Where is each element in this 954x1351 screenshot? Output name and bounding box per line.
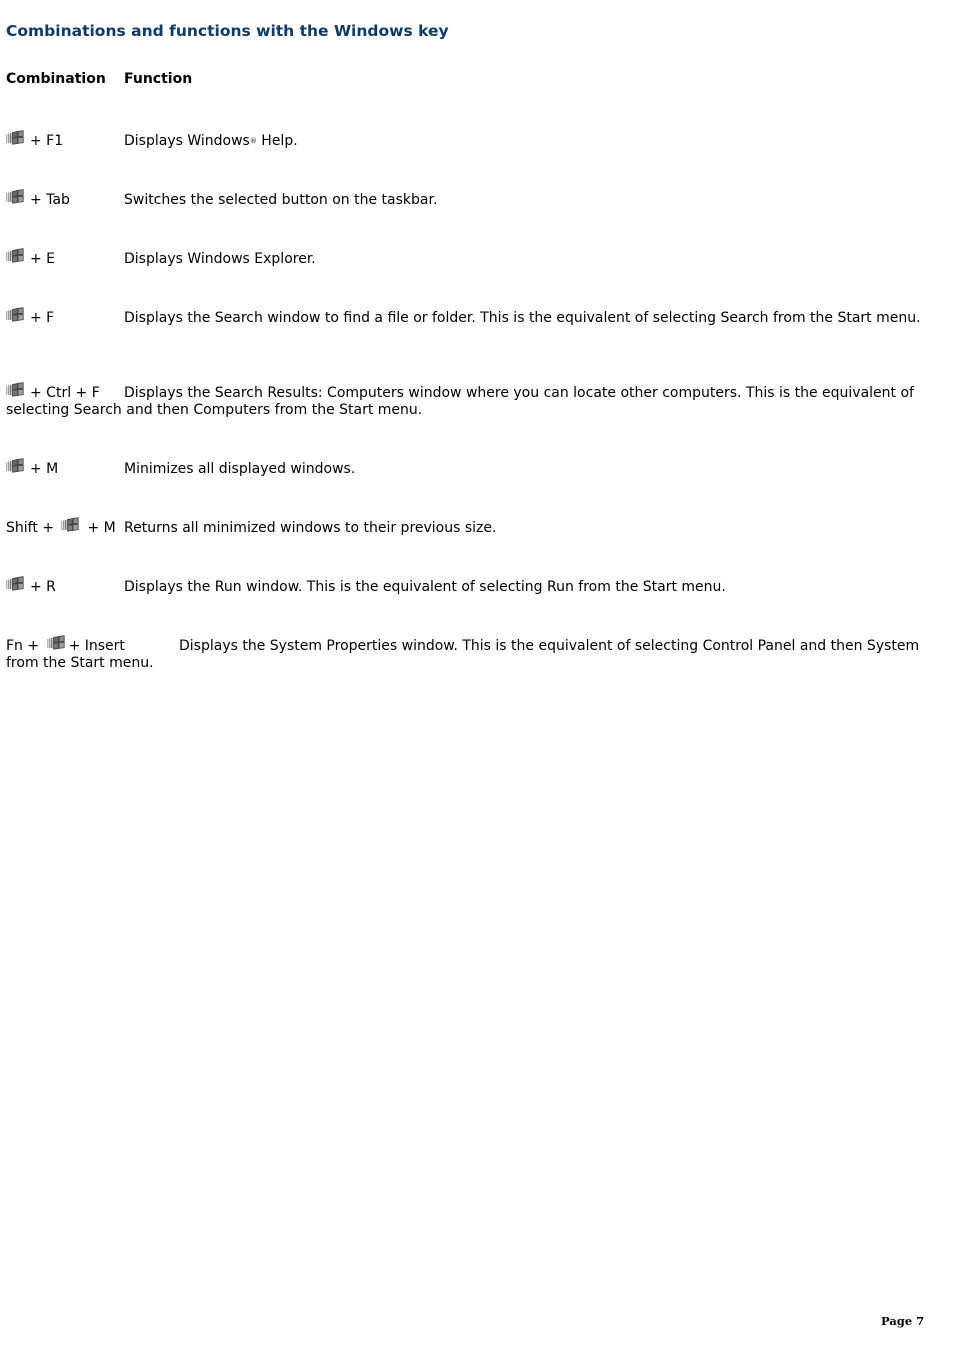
function-cell: Displays the Search Results: Computers window where you can locate other computers. This is the equivalent of selecting Search and then Computers from the Start menu. bbox=[6, 385, 914, 418]
page-title: Combinations and functions with the Windows key bbox=[6, 22, 449, 40]
key-suffix: + Ctrl + F bbox=[30, 385, 100, 401]
windows-key-icon bbox=[6, 576, 24, 592]
column-header-function: Function bbox=[124, 71, 193, 87]
key-prefix: Shift + bbox=[6, 520, 55, 536]
windows-key-icon bbox=[6, 382, 24, 398]
function-cell: Switches the selected button on the taskbar. bbox=[124, 192, 438, 208]
function-cell bbox=[124, 133, 298, 149]
combination-cell bbox=[6, 635, 179, 655]
function-cell: Displays Windows Explorer. bbox=[124, 251, 316, 267]
key-suffix: + Tab bbox=[30, 192, 70, 208]
list-item bbox=[6, 189, 936, 209]
combination-cell bbox=[6, 382, 124, 402]
list-item bbox=[6, 576, 936, 596]
column-header-combination: Combination bbox=[6, 71, 106, 87]
combination-cell bbox=[6, 307, 124, 327]
windows-key-icon bbox=[6, 189, 24, 205]
key-suffix: + F1 bbox=[30, 133, 64, 149]
function-cell: Displays the Search window to find a file or folder. This is the equivalent of selecting Search from the Start menu. bbox=[124, 310, 921, 326]
combination-cell bbox=[6, 130, 124, 150]
windows-key-icon bbox=[6, 307, 24, 323]
function-cell: Returns all minimized windows to their previous size. bbox=[124, 520, 497, 536]
function-text-after: Help. bbox=[256, 133, 298, 149]
function-text: Displays Windows bbox=[124, 133, 250, 149]
key-prefix: Fn + bbox=[6, 638, 40, 654]
key-suffix: + R bbox=[30, 579, 56, 595]
function-cell: Displays the System Properties window. This is the equivalent of selecting Control Panel and then System from the Start menu. bbox=[6, 638, 920, 671]
windows-key-icon bbox=[6, 458, 24, 474]
combination-cell bbox=[6, 458, 124, 478]
windows-key-icon bbox=[61, 517, 79, 533]
page-number: Page 7 bbox=[881, 1314, 925, 1328]
windows-key-icon bbox=[47, 635, 65, 651]
list-item bbox=[6, 458, 936, 478]
windows-key-icon bbox=[6, 130, 24, 146]
key-suffix: + F bbox=[30, 310, 55, 326]
key-suffix: + Insert bbox=[68, 638, 125, 654]
list-item bbox=[6, 248, 936, 268]
function-cell: Minimizes all displayed windows. bbox=[124, 461, 356, 477]
key-suffix: + M bbox=[30, 461, 59, 477]
registered-mark: ® bbox=[249, 137, 257, 145]
list-item bbox=[6, 517, 936, 537]
key-suffix: + M bbox=[87, 520, 116, 536]
combination-cell bbox=[6, 248, 124, 268]
windows-key-icon bbox=[6, 248, 24, 264]
table-header bbox=[6, 71, 193, 87]
list-item bbox=[6, 635, 936, 672]
key-suffix: + E bbox=[30, 251, 56, 267]
list-item bbox=[6, 130, 936, 150]
combination-cell bbox=[6, 576, 124, 596]
list-item bbox=[6, 382, 936, 419]
combination-cell bbox=[6, 189, 124, 209]
function-cell: Displays the Run window. This is the equivalent of selecting Run from the Start menu. bbox=[124, 579, 726, 595]
list-item bbox=[6, 307, 936, 327]
combination-cell bbox=[6, 517, 124, 537]
